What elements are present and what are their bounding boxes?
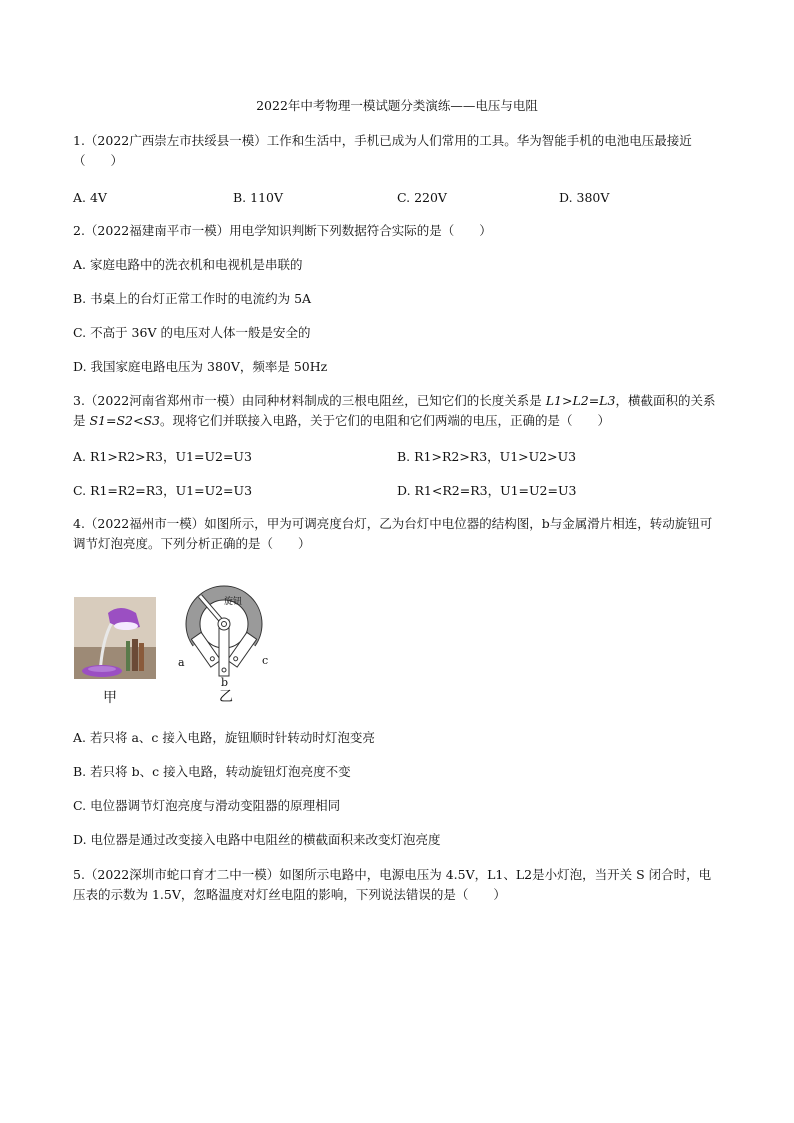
q2-option-b: B. 书桌上的台灯正常工作时的电流约为 5A	[73, 291, 312, 306]
q3-stem-part-1: 3.（2022河南省郑州市一模）由同种材料制成的三根电阻丝，已知它们的长度关系是	[73, 393, 546, 408]
q2-option-a: A. 家庭电路中的洗衣机和电视机是串联的	[73, 257, 303, 272]
question-5-stem: 5.（2022深圳市蛇口育才二中一模）如图所示电路中，电源电压为 4.5V，L1、L2是小灯泡，当开关 S 闭合时，电压表的示数为 1.5V，忽略温度对灯丝电阻的影响，下列说法错误的是（ ）	[73, 867, 712, 902]
question-3-stem	[73, 391, 723, 431]
question-1-stem: 1.（2022广西崇左市扶绥县一模）工作和生活中，手机已成为人们常用的工具。华为智能手机的电池电压最接近（ ）	[73, 133, 692, 168]
q1-option-b: B. 110V	[233, 190, 284, 205]
document-title: 2022年中考物理一模试题分类演练——电压与电阻	[256, 98, 538, 113]
question-4-stem: 4.（2022福州市一模）如图所示，甲为可调亮度台灯，乙为台灯中电位器的结构图，b与金属滑片相连，转动旋钮可调节灯泡亮度。下列分析正确的是（ ）	[73, 516, 713, 551]
q4-option-b: B. 若只将 b、c 接入电路，转动旋钮灯泡亮度不变	[73, 764, 351, 779]
q2-option-d: D. 我国家庭电路电压为 380V，频率是 50Hz	[73, 359, 328, 374]
q1-option-a: A. 4V	[73, 190, 107, 205]
knob-label: 旋钮	[224, 597, 243, 607]
terminal-b-label: b	[221, 676, 229, 689]
q3-option-c: C. R1=R2=R3，U1=U2=U3	[73, 483, 253, 498]
figure-label-yi: 乙	[219, 689, 233, 705]
potentiometer-diagram	[172, 582, 276, 694]
terminal-a-label: a	[178, 656, 185, 669]
q3-length-condition: L1>L2=L3	[545, 393, 616, 408]
desk-lamp-photo	[74, 597, 156, 679]
q2-option-c: C. 不高于 36V 的电压对人体一般是安全的	[73, 325, 311, 340]
desk-lamp-illustration	[74, 597, 156, 679]
q4-option-c: C. 电位器调节灯泡亮度与滑动变阻器的原理相同	[73, 798, 341, 813]
figure-label-jia: 甲	[103, 690, 117, 706]
q4-option-a: A. 若只将 a、c 接入电路，旋钮顺时针转动时灯泡变亮	[73, 730, 375, 745]
q3-stem-part-2: ，横截面积的关系是	[73, 393, 716, 428]
question-2-stem: 2.（2022福建南平市一模）用电学知识判断下列数据符合实际的是（ ）	[73, 223, 492, 238]
q3-stem-part-3: 。现将它们并联接入电路，关于它们的电阻和它们两端的电压，正确的是（ ）	[159, 413, 610, 428]
q3-area-condition: S1=S2<S3	[89, 413, 160, 428]
terminal-c-label: c	[262, 654, 269, 667]
q1-option-c: C. 220V	[397, 190, 447, 205]
q4-option-d: D. 电位器是通过改变接入电路中电阻丝的横截面积来改变灯泡亮度	[73, 832, 441, 847]
q3-option-d: D. R1<R2=R3，U1=U2=U3	[397, 483, 577, 498]
q3-option-a: A. R1>R2>R3，U1=U2=U3	[73, 449, 252, 464]
q3-option-b: B. R1>R2>R3，U1>U2>U3	[397, 449, 577, 464]
q1-option-d: D. 380V	[559, 190, 610, 205]
